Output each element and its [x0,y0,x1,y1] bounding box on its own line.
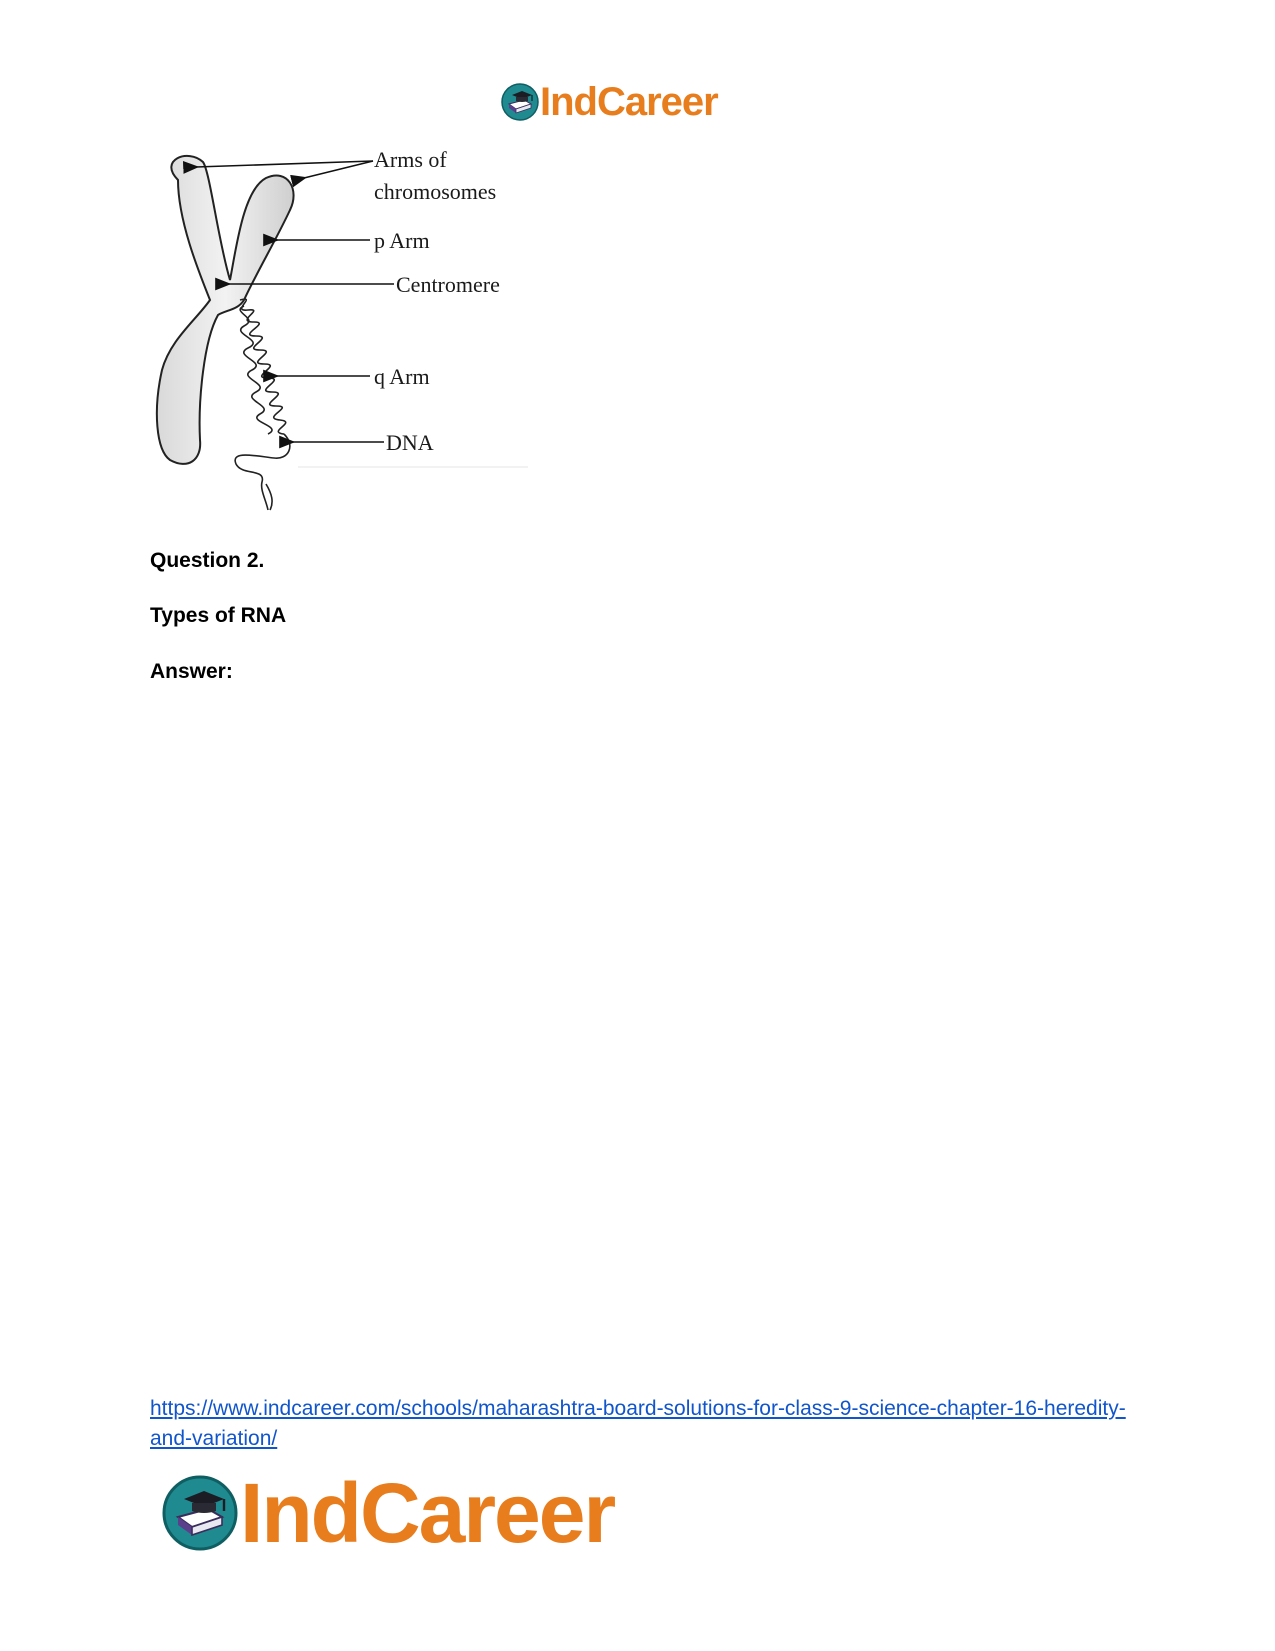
chromosome-diagram [148,150,558,512]
label-q-arm: q Arm [374,364,430,389]
label-centromere: Centromere [396,272,500,297]
footer-logo-text: IndCareer [240,1466,615,1560]
label-arms-line2: chromosomes [374,179,497,204]
question-text: Types of RNA [150,604,287,627]
footer-logo [160,1468,614,1558]
answer-label: Answer: [150,660,233,683]
label-p-arm: p Arm [374,228,430,253]
graduation-cap-book-globe-icon [500,82,540,122]
label-arms-line1: Arms of [374,150,447,172]
source-link[interactable]: https://www.indcareer.com/schools/maharashtra-board-solutions-for-class-9-science-chapter-16-heredity-and-variation/ [150,1397,1126,1450]
label-dna: DNA [386,430,434,455]
question-number: Question 2. [150,549,265,572]
header-logo-text: IndCareer [540,80,718,124]
dna-coil [235,299,290,510]
header-logo [500,78,718,126]
graduation-cap-book-globe-icon [160,1473,240,1553]
chromosome-figure [148,150,558,512]
